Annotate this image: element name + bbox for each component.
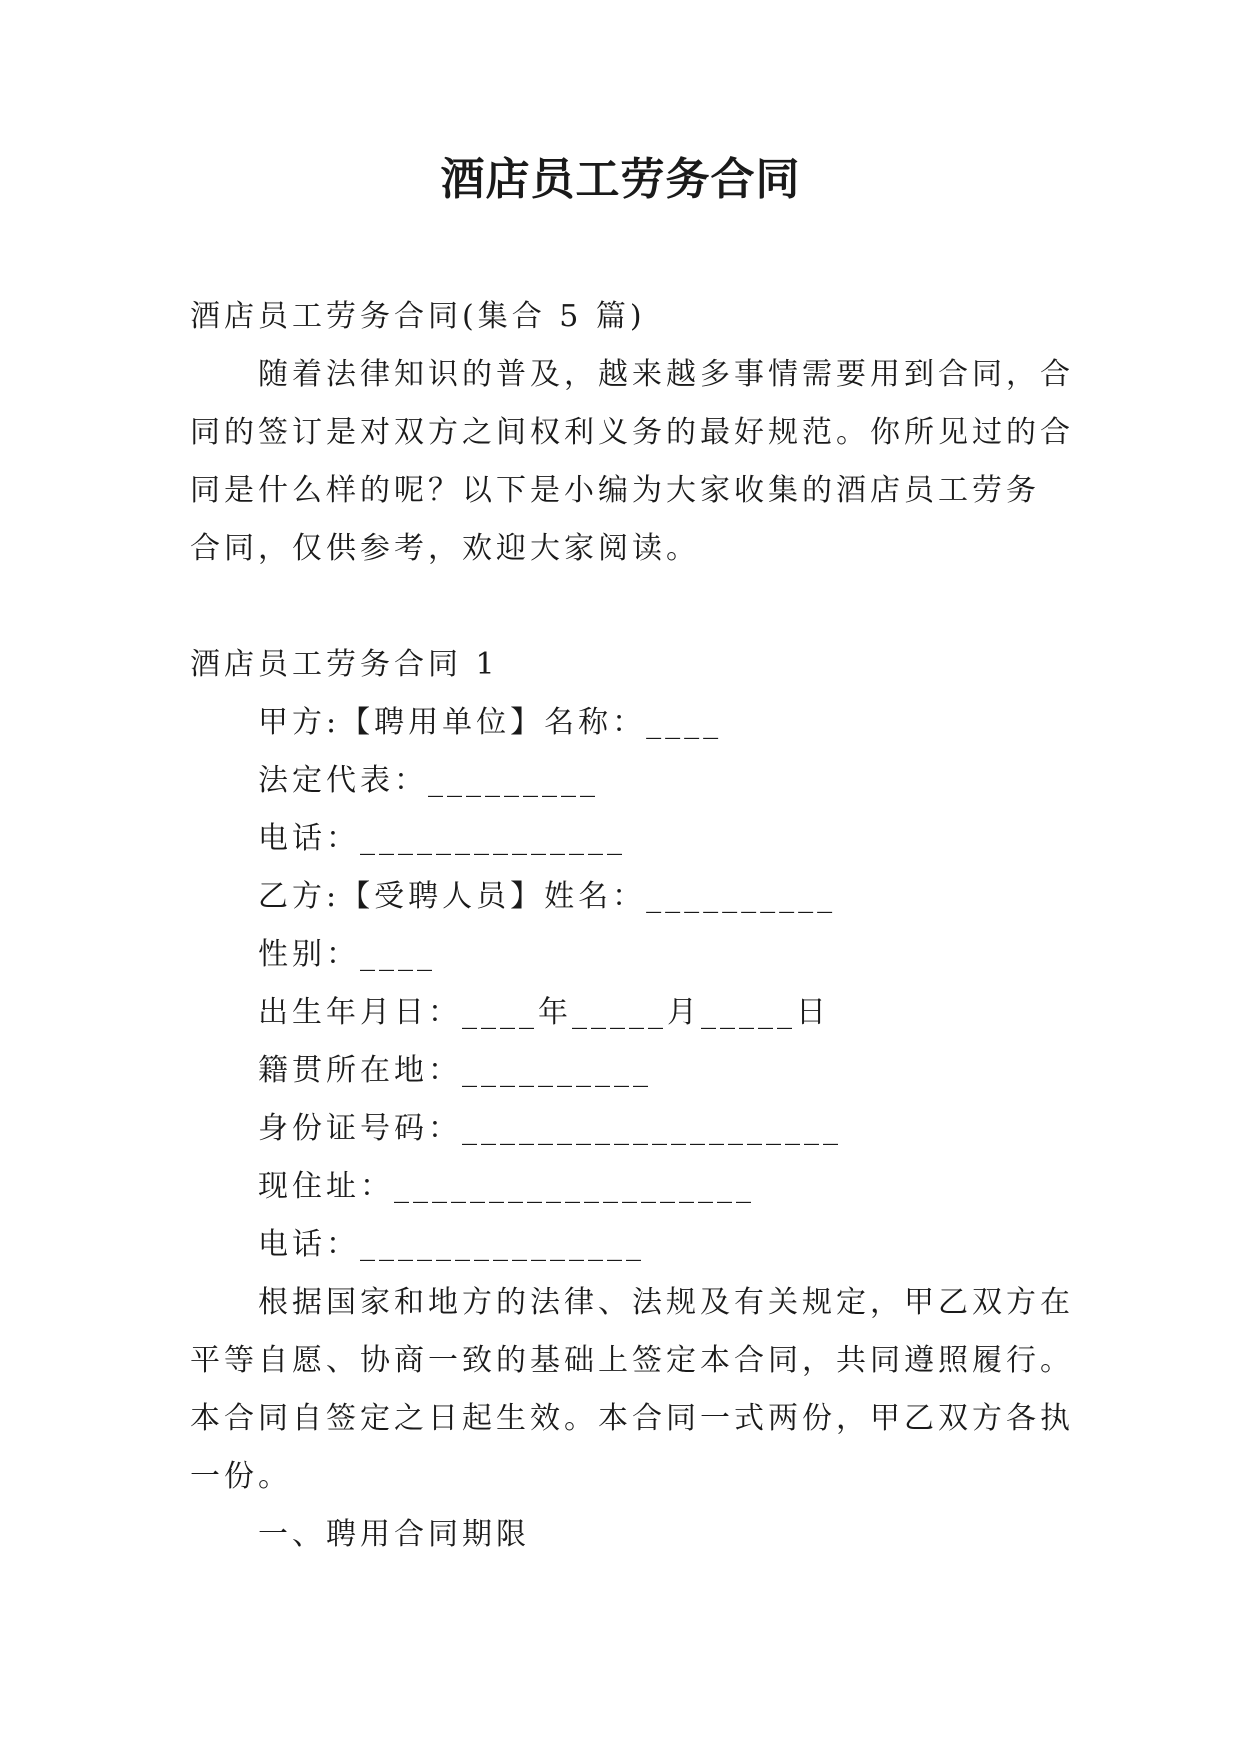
document-body (190, 288, 1074, 1564)
section-heading: 酒店员工劳务合同 1 (190, 647, 499, 682)
field-birth-date: 出生年月日：____年_____月_____日 (258, 995, 830, 1030)
body-line-2: 平等自愿、协商一致的基础上签定本合同，共同遵照履行。 (190, 1343, 1074, 1378)
field-party-b-phone: 电话：_______________ (258, 1227, 645, 1262)
field-gender: 性别：____ (258, 937, 436, 972)
body-line-3: 本合同自签定之日起生效。本合同一式两份，甲乙双方各执 (190, 1401, 1074, 1436)
spacer (190, 578, 1060, 636)
intro-line-2: 同的签订是对双方之间权利义务的最好规范。你所见过的合 (190, 415, 1074, 450)
field-party-a-phone: 电话：______________ (258, 821, 626, 856)
field-party-b-name: 乙方:【受聘人员】姓名：__________ (258, 879, 837, 914)
field-current-address: 现住址：___________________ (258, 1169, 755, 1204)
document-subtitle: 酒店员工劳务合同(集合 5 篇) (190, 299, 646, 334)
field-id-number: 身份证号码：____________________ (258, 1111, 842, 1146)
field-party-a-name: 甲方:【聘用单位】名称：____ (258, 705, 723, 740)
field-legal-representative: 法定代表：_________ (258, 763, 599, 798)
body-line-1: 根据国家和地方的法律、法规及有关规定，甲乙双方在 (258, 1285, 1074, 1320)
document-title: 酒店员工劳务合同 (440, 154, 801, 205)
intro-line-3: 同是什么样的呢？以下是小编为大家收集的酒店员工劳务 (190, 473, 1040, 508)
intro-line-1: 随着法律知识的普及，越来越多事情需要用到合同，合 (258, 357, 1074, 392)
field-native-place: 籍贯所在地：__________ (258, 1053, 652, 1088)
clause-heading-1: 一、聘用合同期限 (258, 1517, 530, 1552)
intro-line-4: 合同，仅供参考，欢迎大家阅读。 (190, 531, 700, 566)
body-line-4: 一份。 (190, 1459, 292, 1494)
